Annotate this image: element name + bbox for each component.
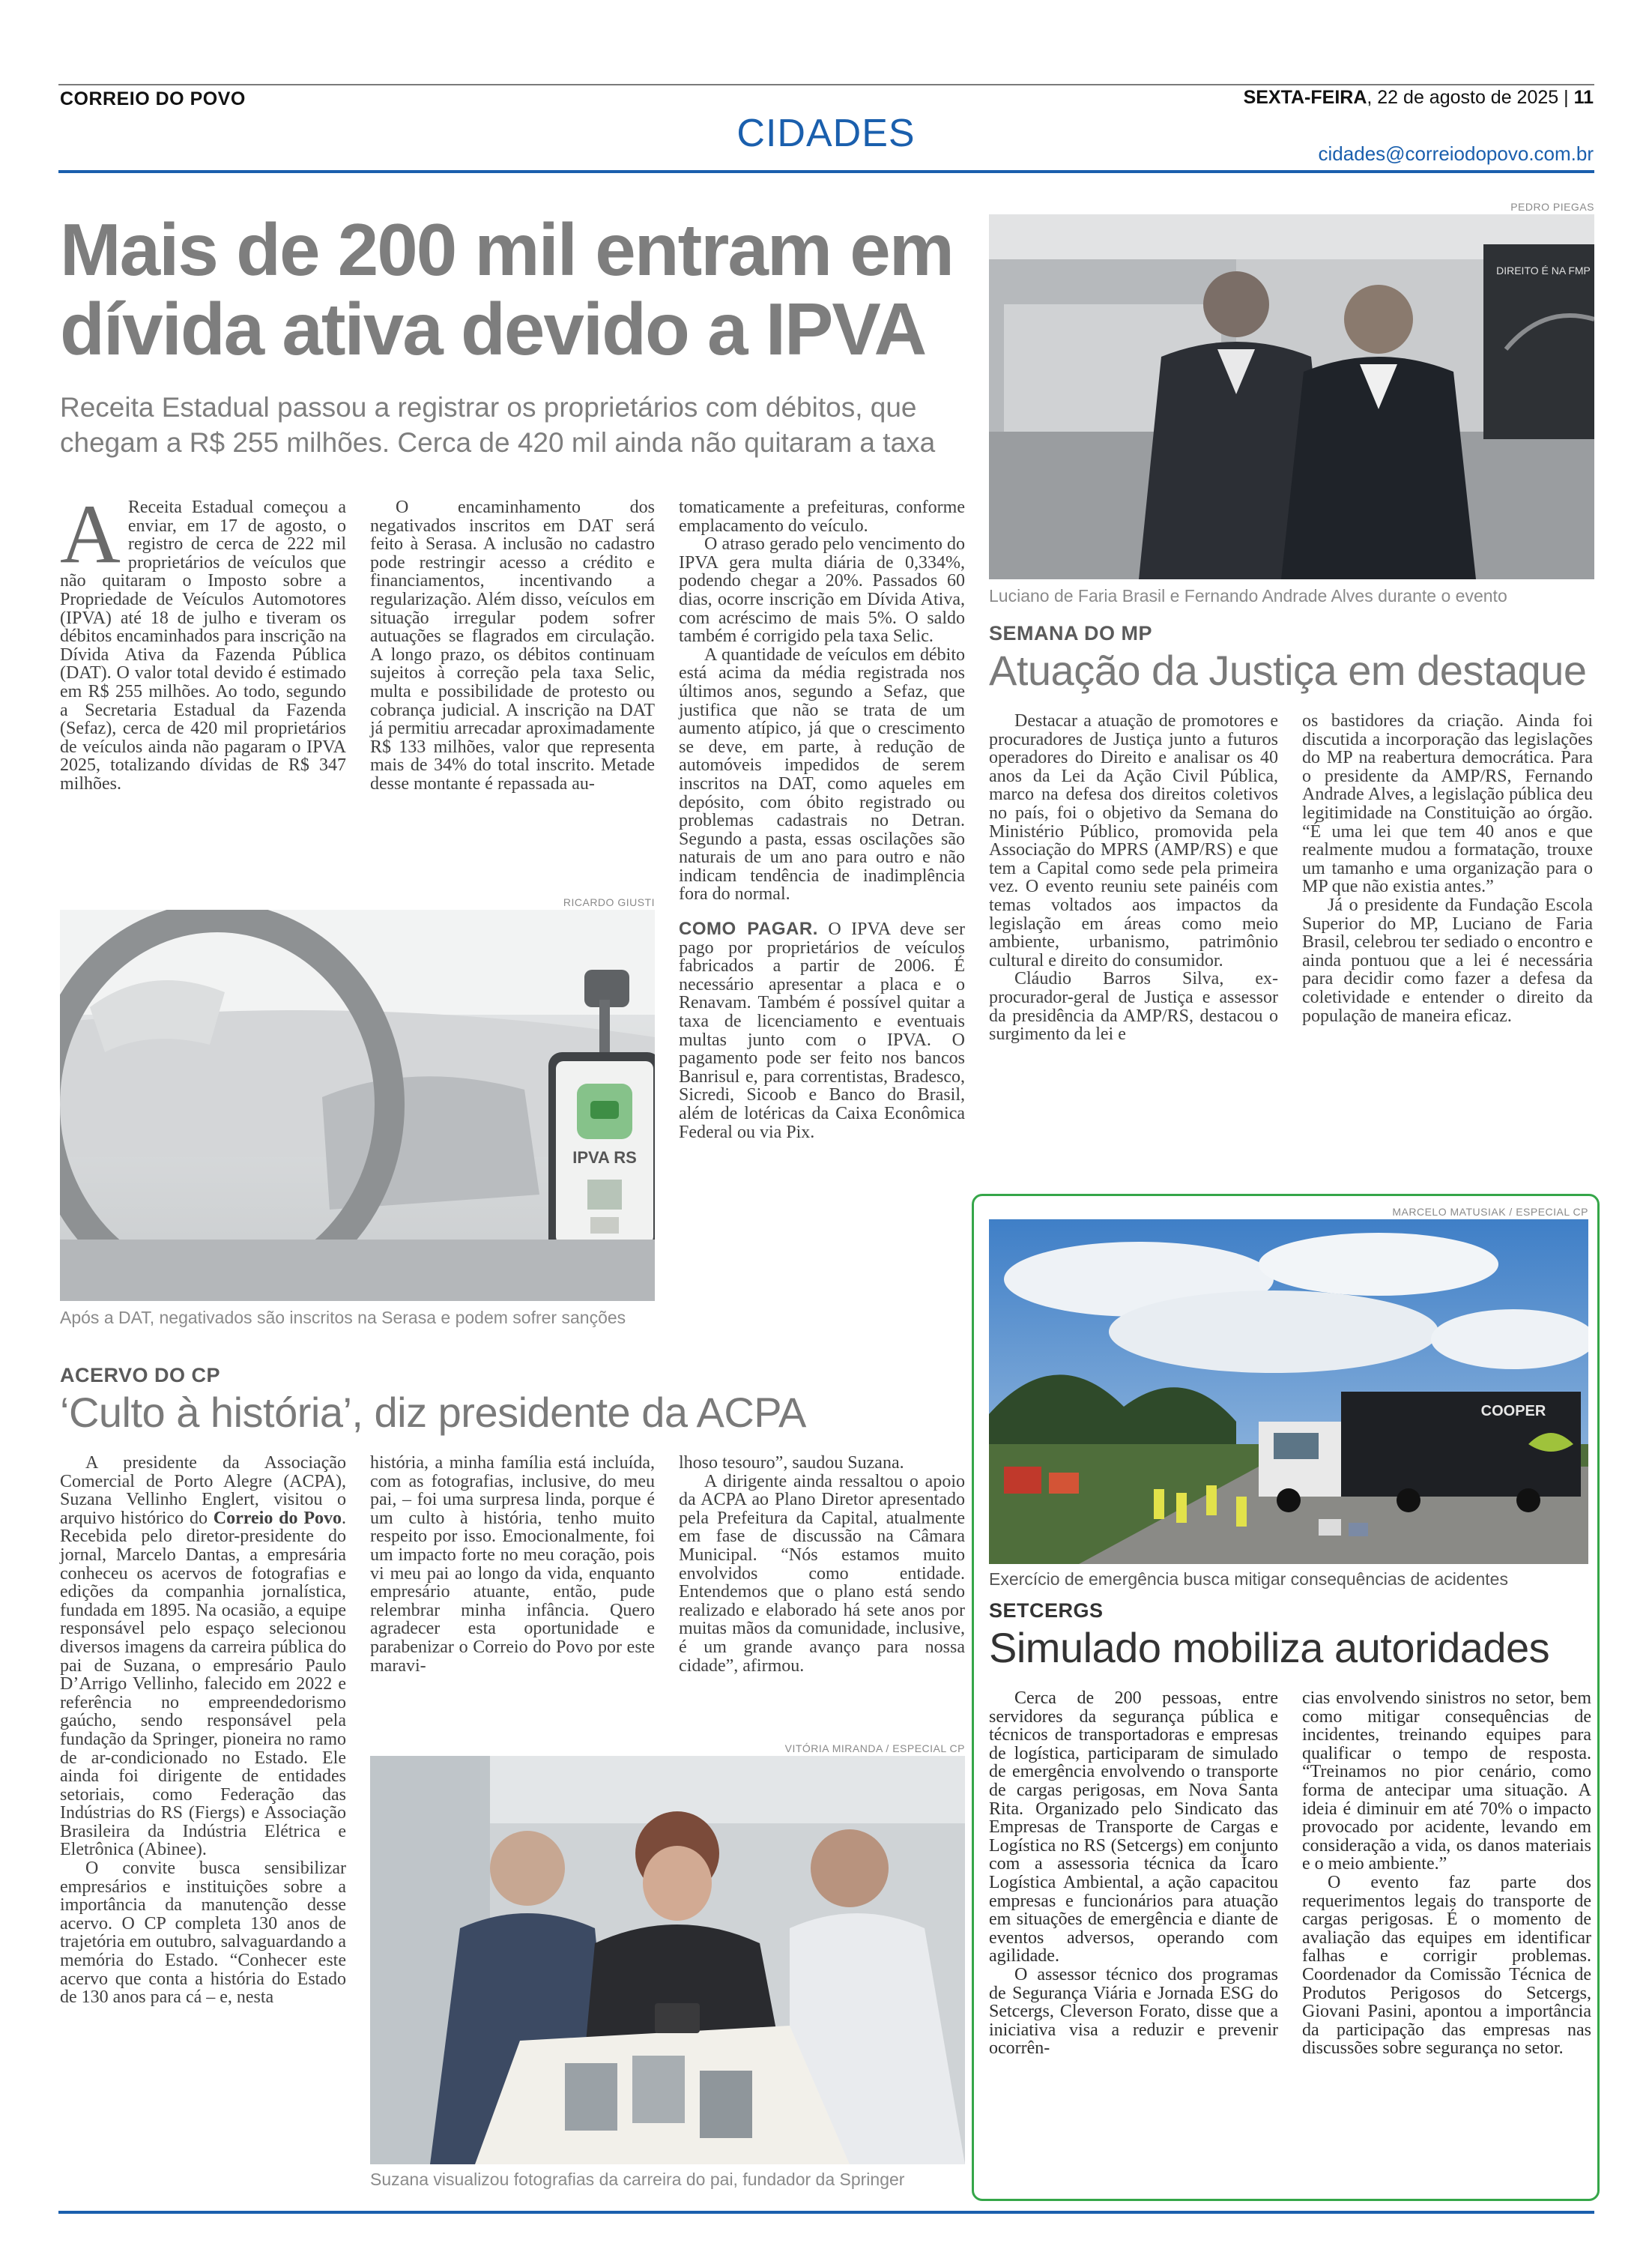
main-column-1 <box>60 488 346 794</box>
section-email-link[interactable]: cidades@correiodopovo.com.br <box>1318 142 1594 165</box>
acpa-photo-caption: Suzana visualizou fotografias da carreira do pai, fundador da Springer <box>370 2170 905 2189</box>
main-col3-p2: A quantidade de veículos em débito está acima da média registrada nos últimos anos, segundo a Sefaz, que justifica que não se trata de um aumento atípico, já que o crescimento se deve, em parte, à redução de automóveis impedidos de serem inscritos na DAT, como aqueles em depósito, com óbito registrado ou problemas cadastrais no Detran. Segundo a pasta, essas oscilações são naturais de um ano para outro e não indicam tendência de inadimplência fora do normal. <box>679 644 965 905</box>
mp-kicker: SEMANA DO MP <box>989 622 1153 644</box>
mp-event-illustration <box>989 214 1594 579</box>
setcergs-c1-p1: Cerca de 200 pessoas, entre servidores da segurança pública e técnicos de transportadoras e empresas de logística, participaram de simulado de emergência envolvendo o transporte de cargas perigosas, em Nova Santa Rita. Organizado pelo Sindicato das Empresas de Transporte de Cargas e Logística no RS (Setcergs) em conjunto com a assessoria técnica da Ícaro Logística Ambiental, a ação capacitou empresas e funcionários para atuação em situações de emergência e diante de eventos adversos, operando com agilidade. <box>989 1688 1278 1966</box>
date: , 22 de agosto de 2025 | <box>1367 87 1569 108</box>
top-rule <box>58 84 1594 85</box>
main-col2-p1: O encaminhamento dos negativados inscritos em DAT será feito à Serasa. A inclusão no cadastro pode restringir acesso a crédito e financiamentos, incentivando a regularização. Além disso, veículos em situação irregular podem sofrer autuações se flagrados em circulação. A longo prazo, os débitos continuam sujeitos à correção pela taxa Selic, multa e possibilidade de protesto ou cobrança judicial. A inscrição na DAT já permitiu arrecadar aproximadamente R$ 133 milhões, valor que representa mais de 34% do total inscrito. Metade desse montante é repassada au- <box>370 498 655 794</box>
main-headline: Mais de 200 mil entram em dívida ativa devido a IPVA <box>60 208 953 370</box>
setcergs-simulation-photo <box>989 1219 1588 1564</box>
weekday: SEXTA-FEIRA <box>1243 87 1367 108</box>
mp-headline: Atuação da Justiça em destaque <box>989 647 1587 694</box>
setcergs-c2-p2: O evento faz parte dos requerimentos legais do transporte de cargas perigosas. É o momento de avaliação das equipes em identificar falhas e corrigir problemas. Coordenador da Comissão Técnica de Produtos Perigosos do Setcergs, Giovani Pasini, apontou a importância da participação das empresas nas discussões sobre segurança no setor. <box>1302 1872 1591 2059</box>
acpa-c3-p1: A dirigente ainda ressaltou o apoio da ACPA ao Plano Diretor apresentado pela Prefeitura da Capital, atualmente em fase de discussão na Câmara Municipal. “Nós estamos muito envolvidos como entidade. Entendemos que o plano está sendo realizado e elaborado há sete anos por muitas mãos da comunidade, inclusive, é um grande avanço para nossa cidade”, afirmou. <box>679 1471 965 1676</box>
main-col3-p1: O atraso gerado pelo vencimento do IPVA gera multa diária de 0,334%, podendo chegar a 20%. Passados 60 dias, ocorre inscrição em Dívida Ativa, com acréscimo de mais 5%. O saldo também é corrigido pela taxa Selic. <box>679 534 965 647</box>
acpa-c2-p1: história, a minha família está incluída, com as fotografias, inclusive, do meu pai, – foi uma surpresa linda, porque é um culto à história, tenho muito respeito por isso. Emocionalmente, foi um impacto forte no meu coração, pois vi meu pai ao longo da vida, enquanto empresário atuante, então, pude relembrar minha infância. Quero agradecer esta oportunidade e parabenizar o Correio do Povo por este maravi- <box>370 1453 655 1676</box>
mp-c2-p2: Já o presidente da Fundação Escola Superior do MP, Luciano de Faria Brasil, celebrou ter sediado o encontro e ainda pontuou que a lei é necessária para decidir como fazer a defesa da coletividade e entender o direito da população de maneira eficaz. <box>1302 895 1593 1026</box>
setcergs-kicker: SETCERGS <box>989 1599 1104 1622</box>
mp-c1-p1: Destacar a atuação de promotores e procuradores de Justiça junto a futuros operadores do Direito e analisar os 40 anos da Lei da Ação Civil Pública, marco na defesa dos direitos coletivos no país, foi o objetivo da Semana do Ministério Público, promovida pela Associação do MPRS (AMP/RS) e que tem a Capital como sede pela primeira vez. O evento reuniu sete painéis com temas voltados aos impactos da legislação em áreas como meio ambiente, urbanismo, patrimônio cultural e direito do consumidor. <box>989 711 1278 970</box>
truck-brand-label: COOPER <box>1480 1403 1546 1419</box>
dateline <box>1244 87 1594 109</box>
main-deck: Receita Estadual passou a registrar os proprietários com débitos, que chegam a R$ 255 milhões. Cerca de 420 mil ainda não quitaram a taxa <box>60 392 936 458</box>
mp-c1-p2: Cláudio Barros Silva, ex-procurador-geral de Justiça e assessor da presidência da AMP/RS, destacou o surgimento da lei e <box>989 969 1278 1045</box>
mp-event-photo <box>989 214 1594 579</box>
acpa-photo-credit: VITÓRIA MIRANDA / ESPECIAL CP <box>784 1742 965 1754</box>
acpa-column-1 <box>60 1454 346 2007</box>
setcergs-photo-credit: MARCELO MATUSIAK / ESPECIAL CP <box>1392 1206 1588 1218</box>
como-pagar-kicker: COMO PAGAR. <box>679 919 818 940</box>
footer-rule <box>58 2211 1594 2214</box>
acpa-c1-p1-bold: Correio do Povo <box>213 1508 342 1528</box>
setcergs-photo-caption: Exercício de emergência busca mitigar consequências de acidentes <box>989 1569 1508 1589</box>
main-column-2 <box>370 498 655 794</box>
setcergs-headline: Simulado mobiliza autoridades <box>989 1624 1550 1671</box>
main-col1-p1: Receita Estadual começou a enviar, em 17 de agosto, o registro de cerca de 222 mil proprietários de veículos que não quitaram o Imposto sobre a Propriedade de Veículos Automotores (IPVA) até 18 de julho e tiveram os débitos encaminhados para inscrição na Dívida Ativa da Fazenda Pública (DAT). O valor total devido é estimado em R$ 255 milhões. Ao todo, segundo a Secretaria Estadual da Fazenda (Sefaz), cerca de 420 mil proprietários de veículos ainda não pagaram o IPVA 2025, totalizando dívidas de R$ 347 milhões. <box>60 498 346 794</box>
drop-cap: A <box>60 488 121 581</box>
phone-app-label: IPVA RS <box>572 1148 637 1167</box>
header-rule <box>58 170 1594 173</box>
setcergs-column-1 <box>989 1689 1278 2058</box>
main-col3-p3: O IPVA deve ser pago por proprietários de veículos fabricados a partir de 2006. É necessário apresentar a placa e o Renavam. Também é possível quitar a taxa de licenciamento e eventuais multas junto com o IPVA. O pagamento pode ser feito nos bancos Banrisul e, para correntistas, Bradesco, Sicredi, Sicoob e Banco do Brasil, além de lotéricas da Caixa Econômica Federal ou via Pix. <box>679 920 965 1142</box>
setcergs-column-2 <box>1302 1689 1591 2058</box>
mp-c2-p1: os bastidores da criação. Ainda foi discutida a incorporação das legislações do MP na reabertura democrática. Para o presidente da AMP/RS, Fernando Andrade Alves, a legislação pública deu legitimidade na Constituição ao órgão. “É uma lei que tem 40 anos e que realmente mudou a formatação, trouxe um tamanho e uma organização para o MP que não existia antes.” <box>1302 711 1593 897</box>
mp-column-1 <box>989 712 1278 1044</box>
setcergs-simulation-illustration <box>989 1219 1588 1564</box>
acpa-column-3 <box>679 1454 965 1675</box>
page-number: 11 <box>1573 87 1594 108</box>
acpa-column-2 <box>370 1454 655 1675</box>
main-column-3 <box>679 498 965 1141</box>
screen-text: DIREITO É NA FMP <box>1496 265 1591 277</box>
setcergs-c1-p2: O assessor técnico dos programas de Segurança Viária e Jornada ESG do Setcergs, Cleverson Forato, disse que a iniciativa visa a reduzir e prevenir ocorrên- <box>989 1964 1278 2059</box>
acpa-archive-illustration <box>370 1756 965 2164</box>
section-title: CIDADES <box>736 112 916 155</box>
car-dashboard-photo <box>60 910 655 1301</box>
acpa-headline: ‘Culto à história’, diz presidente da ACPA <box>60 1389 806 1436</box>
masthead: CORREIO DO POVO <box>60 88 246 109</box>
acpa-c3-p0: lhoso tesouro”, saudou Suzana. <box>679 1453 904 1473</box>
acpa-c1-p1-c: . Recebida pelo diretor-presidente do jornal, Marcelo Dantas, a empresária conheceu os acervos de fotografias e edições da companhia jornalística, fundada em 1895. Na ocasião, a equipe responsável pelo espaço selecionou diversos imagens da carreira pública do pai de Suzana, o empresário Paulo D’Arrigo Vellinho, falecido em 2022 e referência no empreendedorismo gaúcho, sendo responsável pela fundação da Springer, pioneira no ramo de ar-condicionado no Estado. Ele ainda foi dirigente de entidades setoriais, como Federação das Indústrias do RS (Fiergs) e Associação Brasileira da Indústria Elétrica e Eletrônica (Abinee). <box>60 1508 346 1860</box>
car-dashboard-illustration <box>60 910 655 1301</box>
acpa-c1-p1-a: A presidente da Associação Comercial de Porto Alegre (ACPA), Suzana Vellinho Englert, visitou o arquivo histórico do <box>60 1453 346 1528</box>
mp-column-2 <box>1302 712 1593 1025</box>
main-photo-credit: RICARDO GIUSTI <box>563 896 655 908</box>
acpa-kicker: ACERVO DO CP <box>60 1364 221 1386</box>
mp-photo-credit: PEDRO PIEGAS <box>1510 201 1594 213</box>
setcergs-c2-p1: cias envolvendo sinistros no setor, bem como mitigar consequências de incidentes, treinando equipes para qualificar o tempo de resposta. “Treinamos no pior cenário, como forma de antecipar uma situação. A ideia é diminuir em até 70% o impacto provocado por acidente, levando em consideração a vida, os danos materiais e o meio ambiente.” <box>1302 1688 1591 1874</box>
main-photo-caption: Após a DAT, negativados são inscritos na Serasa e podem sofrer sanções <box>60 1308 626 1327</box>
acpa-archive-photo <box>370 1756 965 2164</box>
acpa-c1-p2: O convite busca sensibilizar empresários e instituições sobre a importância da manutenção desse acervo. O CP completa 130 anos de trajetória em outubro, salvaguardando a memória do Estado. “Conhecer este acervo que conta a história do Estado de 130 anos para cá – e, nesta <box>60 1859 346 2008</box>
mp-photo-caption: Luciano de Faria Brasil e Fernando Andrade Alves durante o evento <box>989 586 1507 606</box>
main-col3-p0: tomaticamente a prefeituras, conforme emplacamento do veículo. <box>679 498 965 536</box>
